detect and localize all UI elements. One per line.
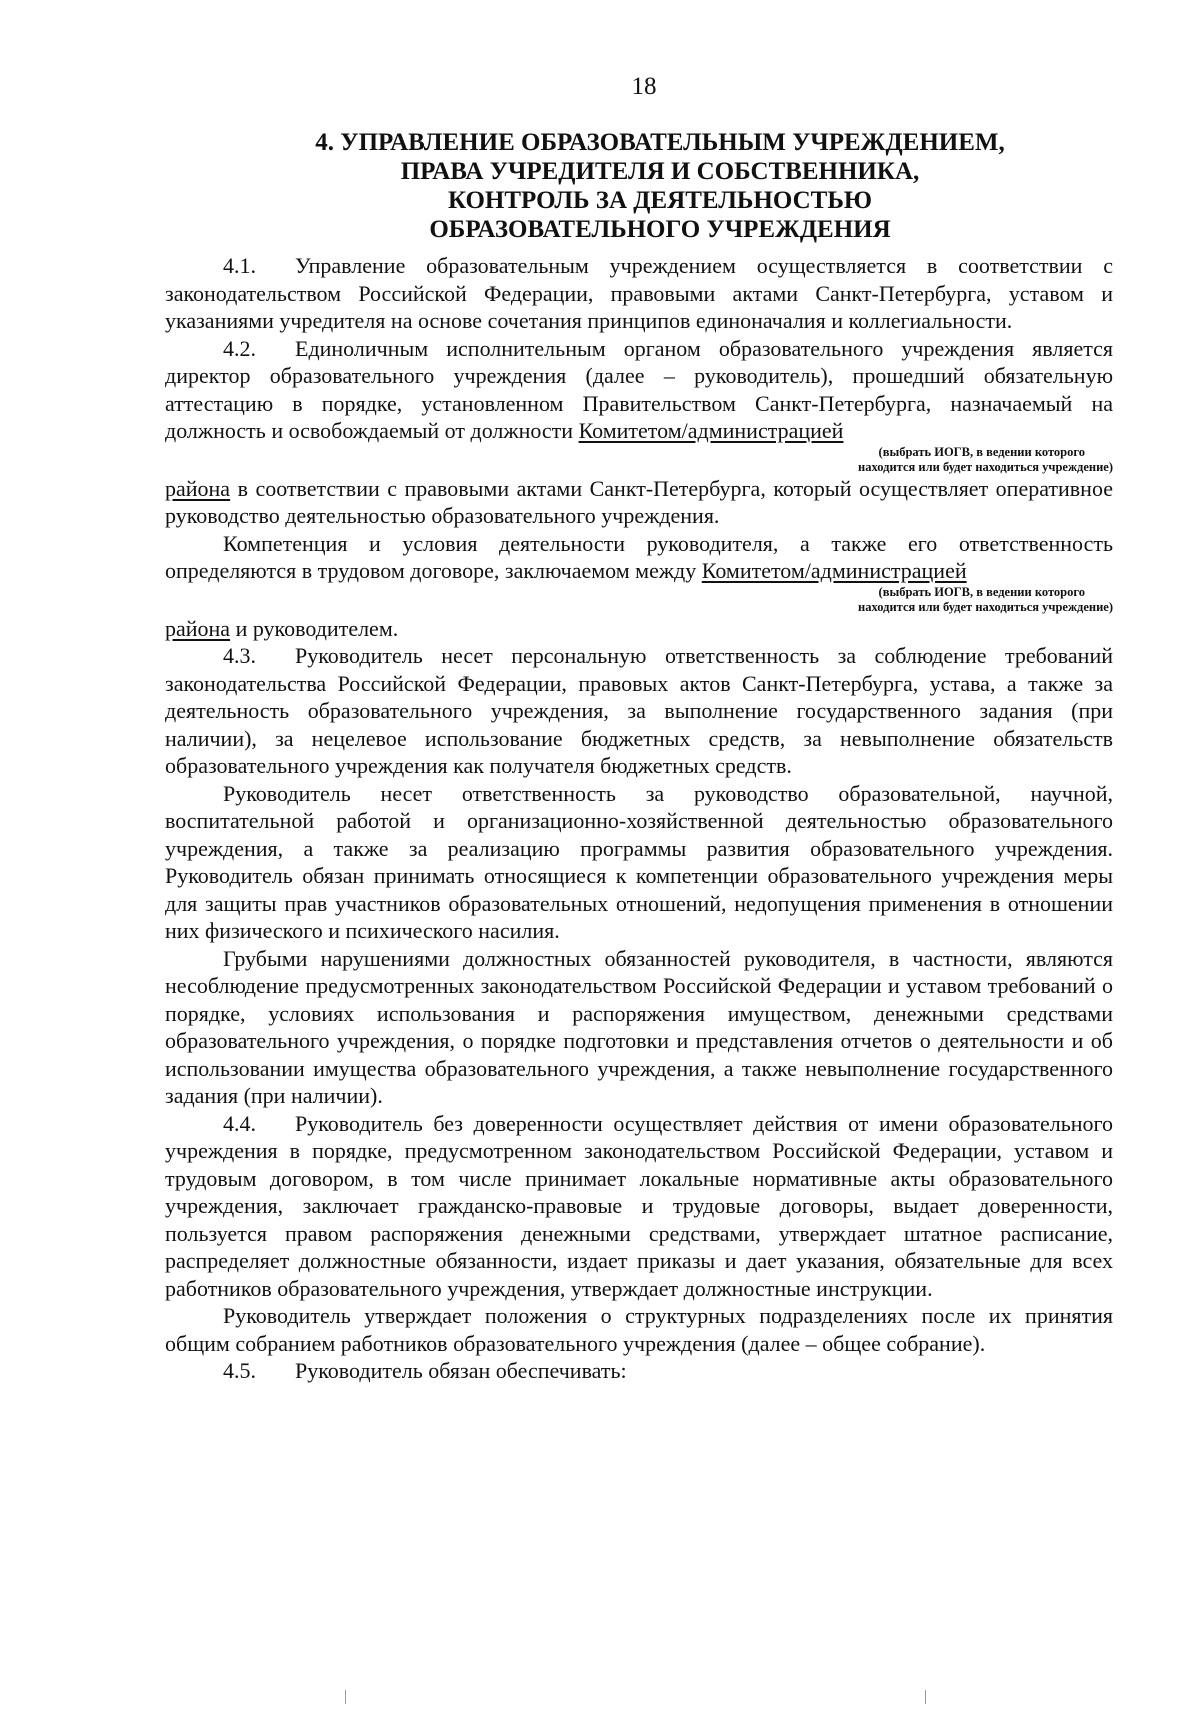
clause-number: 4.5. [223, 1358, 256, 1383]
heading-line-3: КОНТРОЛЬ ЗА ДЕЯТЕЛЬНОСТЬЮ [447, 187, 872, 214]
heading-line-4: ОБРАЗОВАТЕЛЬНОГО УЧРЕЖДЕНИЯ [429, 216, 891, 243]
paragraph-4-4 [165, 1110, 1113, 1303]
paragraph-4-3-violations: Грубыми нарушениями должностных обязанностей руководителя, в частности, являются несоблюдение предусмотренных законодательством Российской Федерации и уставом требований о порядке, условиях использования и распоряжения имуществом, денежными средствами образовательного учреждения, о порядке подготовки и представления отчетов о деятельности и об использовании имущества образовательного учреждения, а также невыполнение государственного задания (при наличии). [165, 945, 1113, 1108]
paragraph-text: Единоличным исполнительным органом образовательного учреждения является директор образовательного учреждения (далее – руководитель), прошедший обязательную аттестацию в порядке, установленном Правительством Санкт-Петербурга, назначаемый на должность и освобождаемый от должности [165, 335, 1113, 443]
paragraph-text: Компетенция и условия деятельности руководителя, а также его ответственность определяются в трудовом договоре, заключаемом между [165, 530, 1113, 583]
paragraph-text: Руководитель без доверенности осуществляет действия от имени образовательного учреждения в порядке, предусмотренном законодательством Российской Федерации, уставом и трудовым договором, в том числе принимает локальные нормативные акты образовательного учреждения, заключает гражданско-правовые и трудовые договоры, выдает доверенности, пользуется правом распоряжения денежными средствами, утверждает штатное расписание, распределяет должностные обязанности, издает приказы и дает указания, обязательные для всех работников образовательного учреждения, утверждает должностные инструкции. [165, 1110, 1113, 1301]
page-number: 18 [631, 73, 657, 100]
fill-in-field: Комитетом/администрацией [578, 418, 844, 443]
hint-line: (выбрать ИОГВ, в ведении которого [878, 444, 1085, 459]
hint-line: (выбрать ИОГВ, в ведении которого [878, 584, 1085, 599]
scan-edge-mark [345, 1690, 346, 1704]
paragraph-4-4-regulations: Руководитель утверждает положения о структурных подразделениях после их принятия общим собранием работников образовательного учреждения (далее – общее собрание). [165, 1303, 1113, 1356]
document-body [165, 252, 1113, 1385]
paragraph-4-3 [165, 642, 1113, 780]
heading-line-2: ПРАВА УЧРЕДИТЕЛЯ И СОБСТВЕННИКА, [400, 158, 920, 185]
paragraph-text: Руководитель несет персональную ответственность за соблюдение требований законодательства Российской Федерации, правовых актов Санкт-Петербурга, устава, а также за деятельность образовательного учреждения, за выполнение государственного задания (при наличии), за нецелевое использование бюджетных средств, за невыполнение обязательств образовательного учреждения как получателя бюджетных средств. [165, 643, 1113, 778]
clause-number: 4.4. [223, 1110, 256, 1136]
clause-number: 4.1. [223, 253, 256, 278]
scan-edge-mark [925, 1690, 926, 1704]
fill-in-field: района [165, 475, 231, 501]
clause-number: 4.2. [223, 335, 256, 361]
paragraph-text: в соответствии с правовыми актами Санкт-Петербурга, который осуществляет оперативное руководство деятельностью образовательного учреждения. [165, 475, 1113, 528]
paragraph-4-2 [165, 335, 1113, 530]
fill-in-field: района [165, 615, 231, 641]
fill-in-field: Комитетом/администрацией [701, 558, 967, 583]
fill-in-hint [165, 585, 1113, 615]
paragraph-text: и руководителем. [230, 615, 399, 641]
paragraph-4-5 [165, 1357, 1113, 1385]
section-heading [130, 128, 1190, 244]
paragraph-text: Управление образовательным учреждением осуществляется в соответствии с законодательством Российской Федерации, правовыми актами Санкт-Петербурга, уставом и указаниями учредителя на основе сочетания принципов единоначалия и коллегиальности. [165, 253, 1113, 333]
paragraph-text: Руководитель обязан обеспечивать: [295, 1358, 627, 1383]
clause-number: 4.3. [223, 643, 256, 668]
paragraph-4-3-responsibility: Руководитель несет ответственность за руководство образовательной, научной, воспитательной работой и организационно-хозяйственной деятельностью образовательного учреждения, а также за реализацию программы развития образовательного учреждения. Руководитель обязан принимать относящиеся к компетенции образовательного учреждения меры для защиты прав участников образовательных отношений, недопущения применения в отношении них физического и психического насилия. [165, 780, 1113, 943]
paragraph-4-2-competence [165, 530, 1113, 643]
fill-in-hint [165, 445, 1113, 475]
paragraph-4-1 [165, 252, 1113, 335]
hint-line: находится или будет находиться учреждение) [858, 599, 1113, 614]
heading-line-1: 4. УПРАВЛЕНИЕ ОБРАЗОВАТЕЛЬНЫМ УЧРЕЖДЕНИЕМ, [315, 129, 1005, 156]
hint-line: находится или будет находиться учреждение) [858, 459, 1113, 474]
